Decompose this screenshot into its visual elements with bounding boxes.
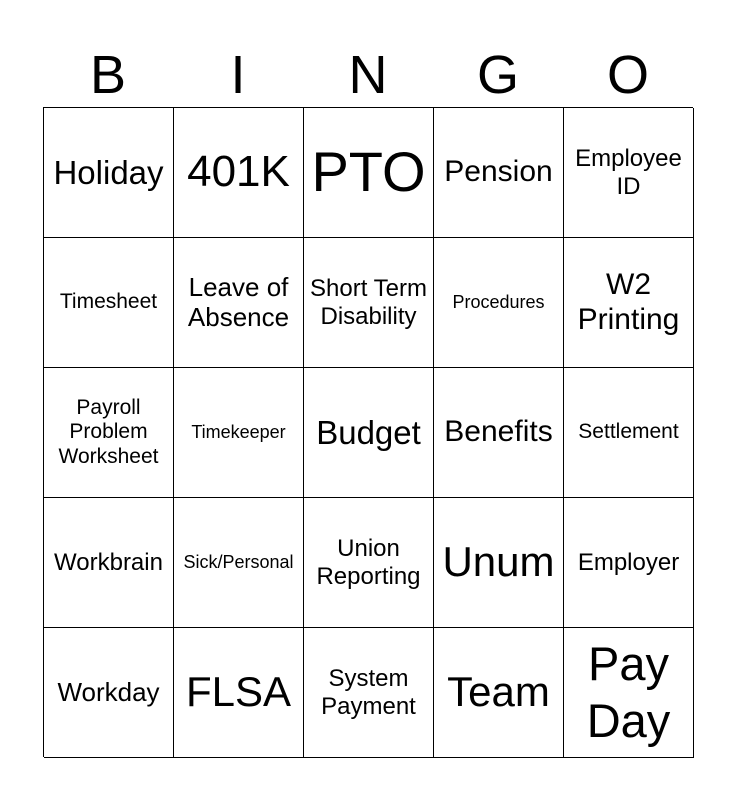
- bingo-cell[interactable]: [174, 368, 304, 498]
- bingo-cell[interactable]: [564, 498, 694, 628]
- cell-text: FLSA: [185, 668, 292, 716]
- bingo-cell[interactable]: [304, 628, 434, 758]
- bingo-cell[interactable]: [44, 238, 174, 368]
- cell-text: Team: [447, 668, 550, 716]
- bingo-header: [43, 44, 693, 106]
- cell-text: Payroll Problem Worksheet: [58, 396, 159, 468]
- cell-text: Employee ID: [575, 144, 682, 200]
- cell-text: W2 Printing: [577, 268, 680, 336]
- bingo-cell[interactable]: [174, 238, 304, 368]
- bingo-cell[interactable]: [434, 498, 564, 628]
- bingo-cell[interactable]: [44, 498, 174, 628]
- bingo-cell[interactable]: [564, 108, 694, 238]
- bingo-cell[interactable]: [434, 368, 564, 498]
- cell-text: Pay Day: [586, 637, 671, 747]
- cell-text: Settlement: [578, 420, 679, 444]
- bingo-cell[interactable]: [174, 108, 304, 238]
- bingo-cell[interactable]: [304, 238, 434, 368]
- cell-text: Short Term Disability: [310, 274, 427, 330]
- cell-text: Timekeeper: [191, 422, 286, 443]
- bingo-cell[interactable]: [564, 238, 694, 368]
- header-letter-b: B: [89, 45, 127, 105]
- bingo-cell[interactable]: [174, 628, 304, 758]
- bingo-cell[interactable]: [434, 238, 564, 368]
- cell-text: System Payment: [321, 664, 416, 720]
- header-letter-n: N: [348, 45, 388, 105]
- bingo-cell[interactable]: [44, 368, 174, 498]
- bingo-cell[interactable]: [304, 108, 434, 238]
- cell-text: PTO: [311, 140, 426, 204]
- cell-text: Holiday: [53, 153, 164, 191]
- cell-text: Unum: [442, 538, 555, 586]
- bingo-cell[interactable]: [304, 498, 434, 628]
- cell-text: Union Reporting: [316, 534, 421, 590]
- cell-text: Pension: [444, 155, 553, 189]
- bingo-cell[interactable]: [44, 628, 174, 758]
- bingo-cell[interactable]: [434, 628, 564, 758]
- bingo-cell[interactable]: [434, 108, 564, 238]
- header-letter-o: O: [606, 45, 649, 105]
- cell-text: Benefits: [444, 415, 553, 449]
- bingo-cell[interactable]: [44, 108, 174, 238]
- bingo-cell[interactable]: [564, 368, 694, 498]
- cell-text: 401K: [187, 147, 290, 197]
- bingo-cell[interactable]: [174, 498, 304, 628]
- cell-text: Budget: [316, 413, 421, 451]
- cell-text: Sick/Personal: [183, 552, 294, 573]
- cell-text: Workday: [57, 676, 160, 707]
- cell-text: Workbrain: [54, 548, 163, 576]
- cell-text: Employer: [577, 548, 680, 576]
- cell-text: Procedures: [452, 292, 545, 313]
- header-letter-g: G: [476, 45, 519, 105]
- bingo-board: [43, 107, 693, 757]
- bingo-cell[interactable]: [304, 368, 434, 498]
- cell-text: Leave of Absence: [187, 271, 290, 332]
- cell-text: Timesheet: [59, 290, 158, 314]
- bingo-cell[interactable]: [564, 628, 694, 758]
- header-letter-i: I: [230, 45, 246, 105]
